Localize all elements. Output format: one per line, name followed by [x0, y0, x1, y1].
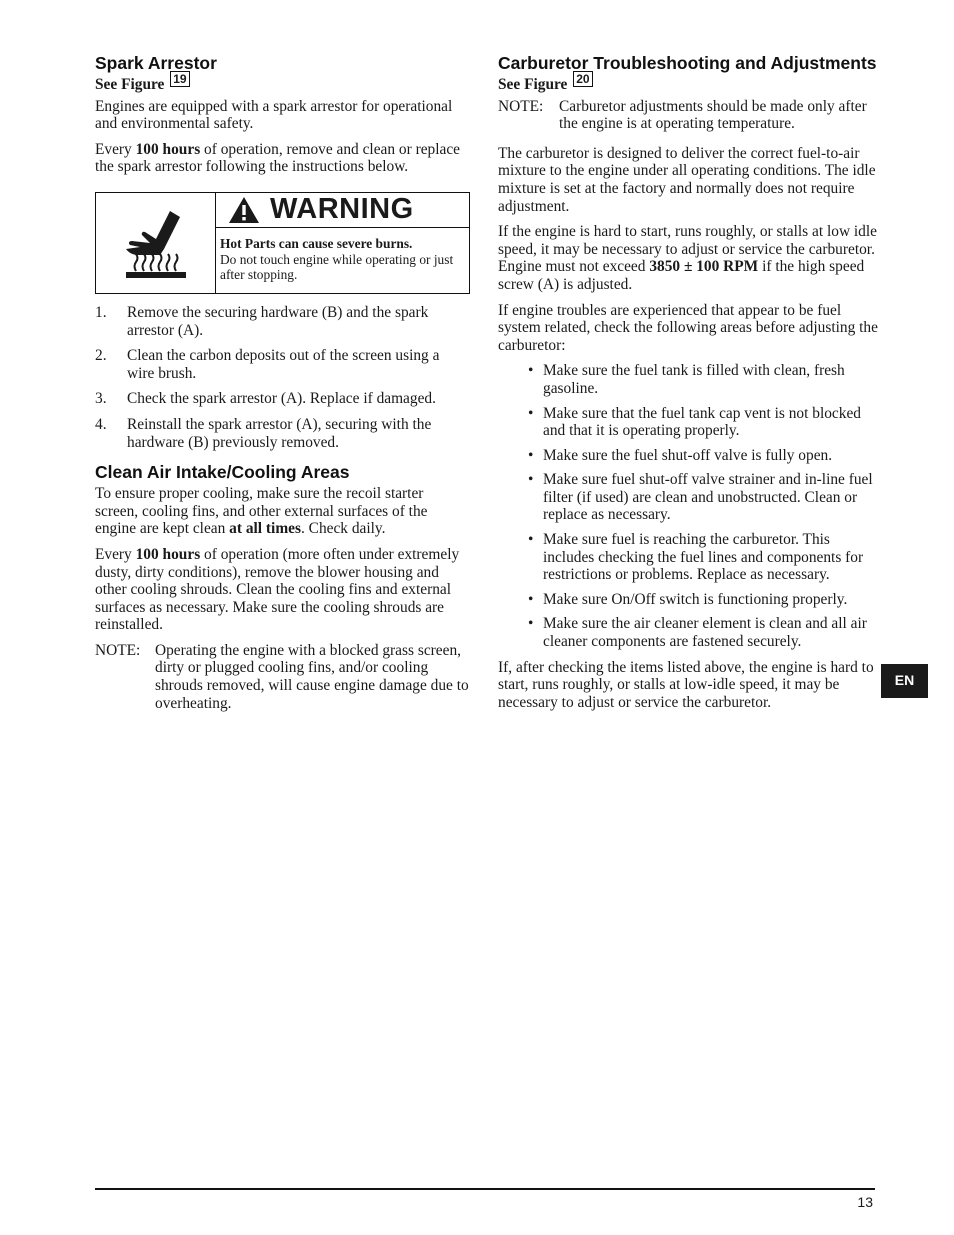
spark-paragraph-1: Engines are equipped with a spark arrestor for operational and environmental safety.	[95, 97, 453, 133]
note-text: Carburetor adjustments should be made only after the engine is at operating temperature.	[559, 97, 867, 133]
carburetor-paragraph-1: The carburetor is designed to deliver the correct fuel-to-air mixture to the engine under all operating conditions. The idle mixture is set at the factory and normally does not require adjustment.	[498, 144, 876, 215]
warning-header	[216, 193, 469, 228]
list-item: • Make sure the fuel tank is filled with clean, fresh gasoline.	[528, 362, 845, 397]
clean-paragraph-1: To ensure proper cooling, make sure the recoil starter screen, cooling fins, and other external surfaces of the engine are kept clean at all times. Check daily.	[95, 485, 428, 538]
note-text: Operating the engine with a blocked grass screen, dirty or plugged cooling fins, and/or cooling shrouds removed, will cause engine damage due to overheating.	[155, 641, 469, 712]
note-label: NOTE:	[95, 641, 141, 659]
spark-arrestor-heading: Spark Arrestor	[95, 53, 217, 73]
language-tab-en[interactable]: EN	[881, 664, 928, 698]
see-figure-20	[498, 72, 878, 94]
warning-triangle-icon	[228, 196, 260, 224]
figure-ref-20[interactable]: 20	[573, 71, 592, 87]
see-figure-19	[95, 72, 470, 94]
list-item: • Make sure fuel shut-off valve strainer and in-line fuel filter (if used) are clean and unobstructed. Clean or replace as necessary.	[528, 471, 873, 524]
list-item: • Make sure the air cleaner element is clean and all air cleaner components are fastened securely.	[528, 615, 867, 651]
list-item: • Make sure fuel is reaching the carburetor. This includes checking the fuel lines and components for restrictions or problems. Replace as necessary.	[528, 531, 864, 584]
list-item: 2. Clean the carbon deposits out of the screen using a wire brush.	[95, 347, 440, 382]
list-item: 1. Remove the securing hardware (B) and the spark arrestor (A).	[95, 303, 429, 339]
clean-air-heading: Clean Air Intake/Cooling Areas	[95, 462, 350, 483]
list-item: • Make sure that the fuel tank cap vent is not blocked and that it is operating properly.	[528, 404, 861, 440]
see-figure-label: See Figure	[498, 76, 568, 93]
warning-text: Do not touch engine while operating or just after stopping.	[220, 251, 454, 283]
right-column	[498, 52, 878, 719]
spark-paragraph-2: Every 100 hours of operation, remove and clean or replace the spark arrestor following the instructions below.	[95, 140, 460, 176]
list-item: 4. Reinstall the spark arrestor (A), securing with the hardware (B) previously removed.	[95, 415, 432, 451]
hot-surface-hand-icon	[96, 193, 216, 293]
carburetor-paragraph-2: If the engine is hard to start, runs roughly, or stalls at low idle speed, it may be necessary to adjust or service the carburetor. Engine must not exceed 3850 ± 100 RPM if the high speed screw (A) is adjusted.	[498, 223, 877, 293]
left-column	[95, 52, 470, 720]
list-item: • Make sure On/Off switch is functioning properly.	[528, 590, 848, 608]
fuel-checks-list	[498, 362, 878, 650]
warning-box	[95, 192, 470, 294]
list-item: • Make sure the fuel shut-off valve is fully open.	[528, 446, 833, 464]
carburetor-note	[498, 98, 878, 133]
carburetor-paragraph-4: If, after checking the items listed above, the engine is hard to start, runs roughly, or stalls at low-idle speed, it may be necessary to adjust or service the carburetor.	[498, 658, 874, 711]
see-figure-label: See Figure	[95, 76, 165, 93]
list-item: 3. Check the spark arrestor (A). Replace if damaged.	[95, 390, 436, 408]
carburetor-paragraph-3: If engine troubles are experienced that appear to be fuel system related, check the following areas before adjusting the carburetor:	[498, 301, 878, 354]
page-number: 13	[857, 1194, 873, 1210]
warning-title: WARNING	[270, 193, 414, 226]
clean-paragraph-2: Every 100 hours of operation (more often under extremely dusty, dirty conditions), remove the blower housing and other cooling shrouds. Clean the cooling fins and external surfaces as necessary. Make sure the cooling shrouds are reinstalled.	[95, 545, 460, 634]
note-label: NOTE:	[498, 97, 544, 115]
warning-message	[216, 228, 469, 283]
warning-bold-text: Hot Parts can cause severe burns.	[220, 235, 413, 251]
clean-note	[95, 642, 470, 712]
footer-divider	[95, 1188, 875, 1190]
figure-ref-19[interactable]: 19	[170, 71, 189, 87]
spark-steps-list	[95, 304, 470, 451]
carburetor-heading: Carburetor Troubleshooting and Adjustments	[498, 53, 877, 73]
